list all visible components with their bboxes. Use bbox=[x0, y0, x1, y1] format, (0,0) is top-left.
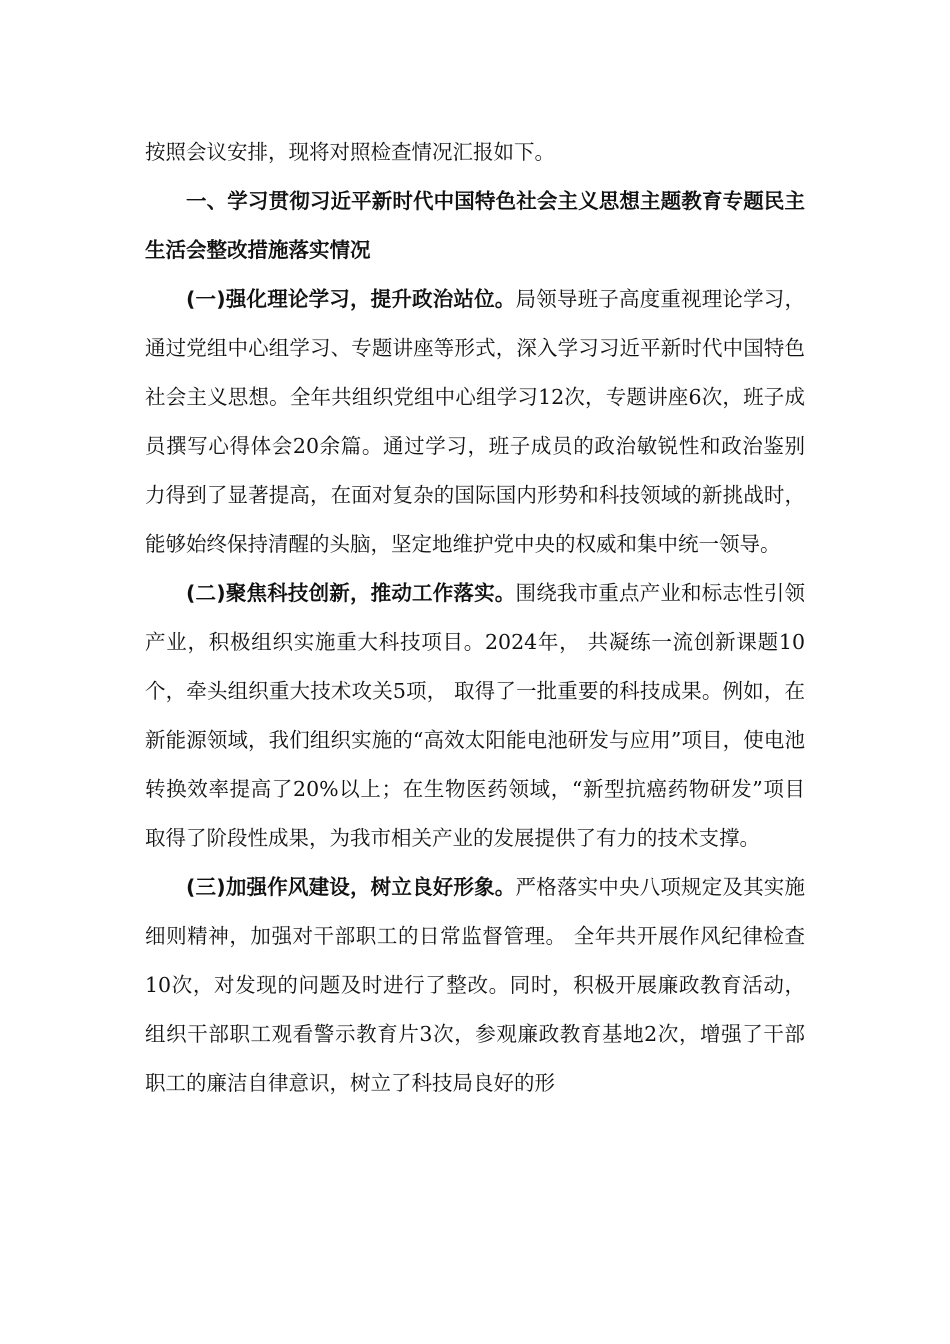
paragraph-3-lead: (三)加强作风建设，树立良好形象。 bbox=[186, 875, 516, 899]
paragraph-1-lead: (一)强化理论学习，提升政治站位。 bbox=[186, 287, 516, 311]
paragraph-1 bbox=[145, 275, 805, 569]
paragraph-2-lead: (二)聚焦科技创新，推动工作落实。 bbox=[186, 581, 516, 605]
intro-paragraph: 按照会议安排，现将对照检查情况汇报如下。 bbox=[145, 140, 555, 164]
section-heading: 一、学习贯彻习近平新时代中国特色社会主义思想主题教育专题民主生活会整改措施落实情况 bbox=[145, 189, 805, 262]
paragraph-1-body: 局领导班子高度重视理论学习，通过党组中心组学习、专题讲座等形式，深入学习习近平新时代中国特色社会主义思想。全年共组织党组中心组学习12次，专题讲座6次，班子成员撰写心得体会20余篇。通过学习，班子成员的政治敏锐性和政治鉴别力得到了显著提高，在面对复杂的国际国内形势和科技领域的新挑战时，能够始终保持清醒的头脑，坚定地维护党中央的权威和集中统一领导。 bbox=[145, 287, 805, 556]
paragraph-3-body: 严格落实中央八项规定及其实施细则精神，加强对干部职工的日常监督管理。 全年共开展作风纪律检查10次，对发现的问题及时进行了整改。同时，积极开展廉政教育活动，组织干部职工观看警示教育片3次，参观廉政教育基地2次，增强了干部职工的廉洁自律意识，树立了科技局良好的形 bbox=[145, 875, 805, 1095]
document-body bbox=[145, 128, 805, 1108]
paragraph-2-body: 围绕我市重点产业和标志性引领产业，积极组织实施重大科技项目。2024年， 共凝练一流创新课题10个，牵头组织重大技术攻关5项， 取得了一批重要的科技成果。例如，在新能源领域，我们组织实施的“高效太阳能电池研发与应用”项目，使电池转换效率提高了20%以上；在生物医药领域，“新型抗癌药物研发”项目取得了阶段性成果，为我市相关产业的发展提供了有力的技术支撑。 bbox=[145, 581, 805, 850]
paragraph-3 bbox=[145, 863, 805, 1108]
paragraph-2 bbox=[145, 569, 805, 863]
